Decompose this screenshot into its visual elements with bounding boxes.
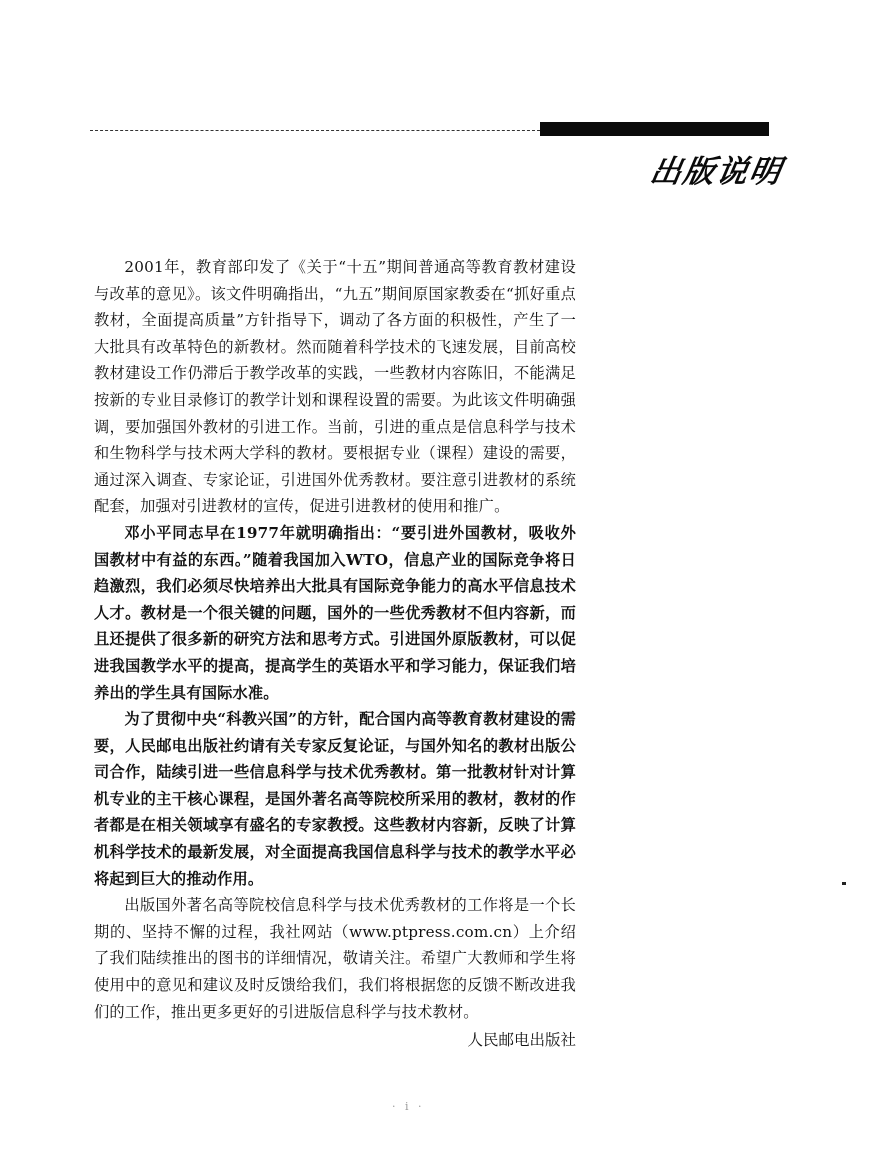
paragraph-4: 出版国外著名高等院校信息科学与技术优秀教材的工作将是一个长期的、坚持不懈的过程，我社网站（www.ptpress.com.cn）上介绍了我们陆续推出的图书的详细情况，敬请关注。希望广大教师和学生将使用中的意见和建议及时反馈给我们，我们将根据您的反馈不断改进我们的工作，推出更多更好的引进版信息科学与技术教材。 [94, 896, 576, 1021]
paragraph-2: 邓小平同志早在1977年就明确指出：“要引进外国教材，吸收外国教材中有益的东西。”随着我国加入WTO，信息产业的国际竞争将日趋激烈，我们必须尽快培养出大批具有国际竞争能力的高水平信息技术人才。教材是一个很关键的问题，国外的一些优秀教材不但内容新，而且还提供了很多新的研究方法和思考方式。引进国外原版教材，可以促进我国教学水平的提高，提高学生的英语水平和学习能力，保证我们培养出的学生具有国际水准。 [94, 523, 576, 702]
scan-speck [842, 882, 846, 885]
publisher-signature: 人民邮电出版社 [467, 1031, 576, 1050]
page-number: · i · [392, 1100, 425, 1113]
header-rule-thin [90, 130, 540, 131]
page-title: 出版说明 [647, 154, 786, 190]
body-text [94, 254, 576, 1054]
paragraph-1: 2001年，教育部印发了《关于“十五”期间普通高等教育教材建设与改革的意见》。该文件明确指出，“九五”期间原国家教委在“抓好重点教材，全面提高质量”方针指导下，调动了各方面的积极性，产生了一大批具有改革特色的新教材。然而随着科学技术的飞速发展，目前高校教材建设工作仍滞后于教学改革的实践，一些教材内容陈旧，不能满足按新的专业目录修订的教学计划和课程设置的需要。为此该文件明确强调，要加强国外教材的引进工作。当前，引进的重点是信息科学与技术和生物科学与技术两大学科的教材。要根据专业（课程）建设的需要，通过深入调查、专家论证，引进国外优秀教材。要注意引进教材的系统配套，加强对引进教材的宣传，促进引进教材的使用和推广。 [94, 258, 576, 516]
paragraph-3: 为了贯彻中央“科教兴国”的方针，配合国内高等教育教材建设的需要，人民邮电出版社约请有关专家反复论证，与国外知名的教材出版公司合作，陆续引进一些信息科学与技术优秀教材。第一批教材针对计算机专业的主干核心课程，是国外著名高等院校所采用的教材，教材的作者都是在相关领域享有盛名的专家教授。这些教材内容新，反映了计算机科学技术的最新发展，对全面提高我国信息科学与技术的教学水平必将起到巨大的推动作用。 [94, 710, 576, 888]
header-rule-thick [540, 122, 769, 136]
